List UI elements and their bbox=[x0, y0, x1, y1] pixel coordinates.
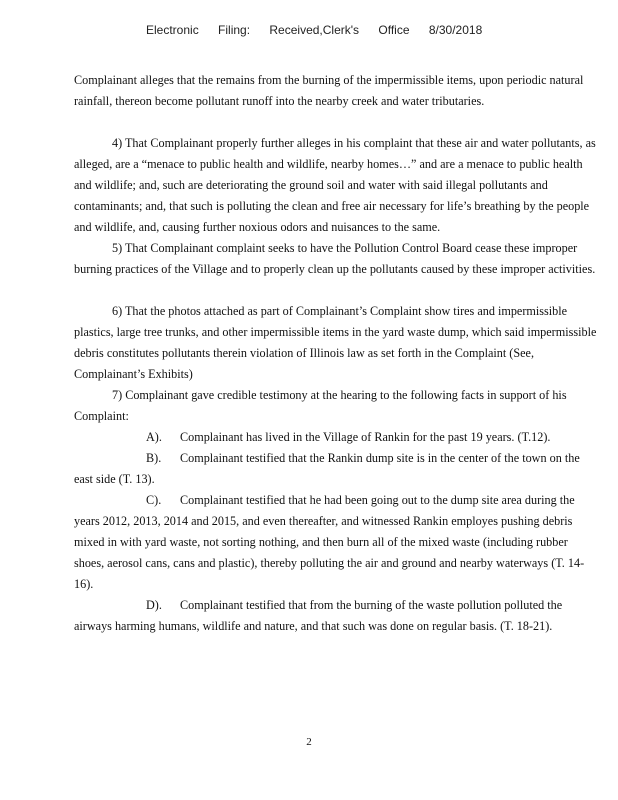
paragraph-continuation: Complainant alleges that the remains from the burning of the impermissible items, upon periodic natural rainfall, thereon become pollutant runoff into the nearby creek and water tributaries. bbox=[74, 73, 584, 108]
subitem-label: B). bbox=[146, 451, 162, 465]
paragraph-7: 7) Complainant gave credible testimony at the hearing to the following facts in support of his Complaint: bbox=[74, 388, 567, 423]
document-body bbox=[74, 70, 598, 637]
page-number: 2 bbox=[306, 736, 312, 748]
header-electronic: Electronic bbox=[146, 23, 199, 37]
subitem-label: A). bbox=[146, 430, 162, 444]
filing-header bbox=[146, 20, 498, 41]
paragraph-5: 5) That Complainant complaint seeks to have the Pollution Control Board cease these improper burning practices of the Village and to properly clean up the pollutants caused by these improper activities. bbox=[74, 241, 596, 276]
header-date: 8/30/2018 bbox=[428, 23, 483, 37]
paragraph-6: 6) That the photos attached as part of Complainant’s Complaint show tires and impermissible plastics, large tree trunks, and other impermissible items in the yard waste dump, which said impermissible debris constitutes pollutants therein violation of Illinois law as set forth in the Complaint (See, Complainant’s Exhibits) bbox=[74, 304, 597, 381]
subitem-label: D). bbox=[146, 598, 162, 612]
header-office: Office bbox=[378, 23, 410, 37]
subitem-text: Complainant testified that he had been going out to the dump site area during the years 2012, 2013, 2014 and 2015, and even thereafter, and witnessed Rankin employes pushing debris mixed in with yard waste, not sorting nothing, and then burn all of the mixed waste (including rubber shoes, aerosol cans, cans and plastic), thereby polluting the air and ground and nearby waterways (T. 14-16). bbox=[74, 493, 585, 591]
subitem-d bbox=[74, 595, 598, 637]
subitem-text: Complainant testified that the Rankin dump site is in the center of the town on the east side (T. 13). bbox=[74, 451, 580, 486]
subitem-c bbox=[74, 490, 598, 595]
paragraph-4: 4) That Complainant properly further alleges in his complaint that these air and water pollutants, as alleged, are a “menace to public health and wildlife, nearby homes…” and are a menace to public health and wildlife; and, such are deteriorating the ground soil and water with said illegal pollutants and contaminants; and, that such is polluting the clean and free air necessary for life’s breathing by the people and wildlife, and, causing further noxious odors and nuisances to the same. bbox=[74, 136, 596, 234]
header-filing: Filing: bbox=[218, 23, 251, 37]
subitem-b bbox=[74, 448, 598, 490]
subitem-label: C). bbox=[146, 493, 162, 507]
subitem-text: Complainant has lived in the Village of Rankin for the past 19 years. (T.12). bbox=[180, 430, 551, 444]
header-received: Received,Clerk's bbox=[269, 23, 360, 37]
subitem-a bbox=[74, 427, 598, 448]
subitem-text: Complainant testified that from the burning of the waste pollution polluted the airways harming humans, wildlife and nature, and that such was done on regular basis. (T. 18-21). bbox=[74, 598, 563, 633]
